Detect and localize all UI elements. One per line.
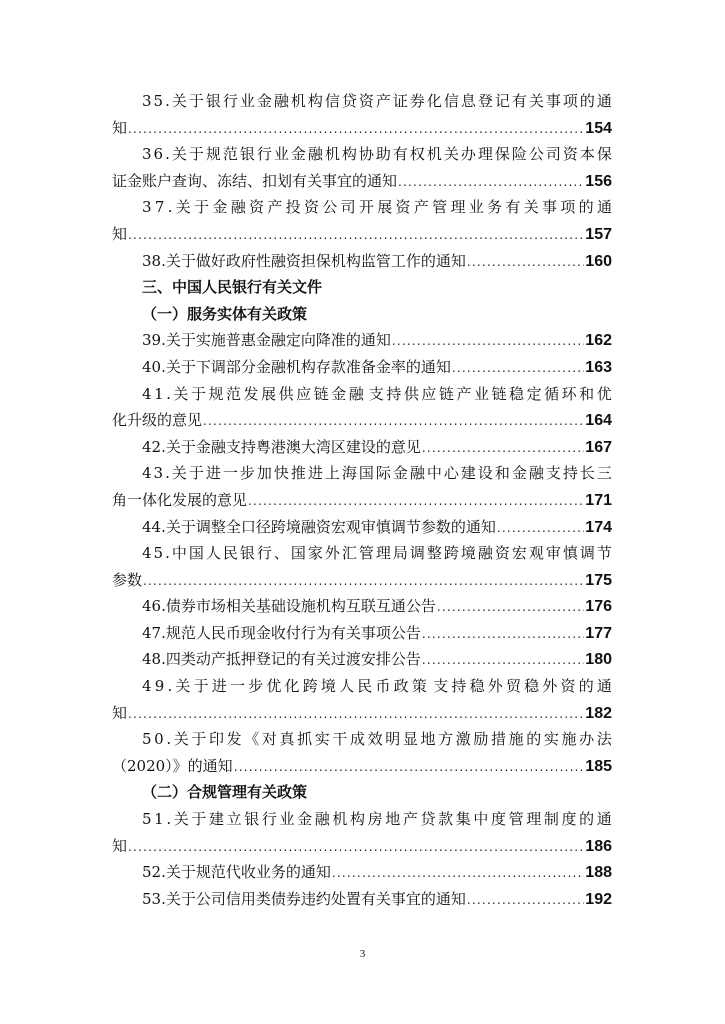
page-number: 3 (359, 948, 366, 960)
dot-leader (392, 328, 584, 354)
toc-entry-line: 3 6 . 关 于 规 范 银 行 业 金 融 机 构 协 助 有 权 机 关 办 理 保 险 公 司 资 本 保 (142, 145, 612, 164)
toc-page-number: 177 (585, 624, 612, 642)
toc-page-number: 164 (585, 412, 612, 430)
toc-entry-title: 参数 (112, 570, 143, 589)
toc-page-number: 163 (585, 358, 612, 376)
dot-leader (422, 647, 584, 673)
toc-entry-link[interactable] (112, 646, 612, 673)
section-heading: 三、中国人民银行有关文件 (142, 278, 323, 297)
toc-entry-title: 44.关于调整全口径跨境融资宏观审慎调节参数的通知 (142, 517, 496, 536)
subsection-heading: （二）合规管理有关政策 (142, 783, 308, 802)
toc-entry-title: 46.债券市场相关基础设施机构互联互通公告 (142, 597, 436, 616)
toc-entry-title: 知 (112, 224, 128, 243)
toc-entry-link[interactable] (112, 407, 612, 434)
toc-page-number: 171 (585, 491, 612, 509)
toc-page-number: 160 (585, 252, 612, 270)
toc-entry-title: 53.关于公司信用类债券违约处置有关事宜的通知 (142, 889, 466, 908)
dot-leader (398, 169, 584, 195)
toc-entry-line: 4 9 . 关 于 进 一 步 优 化 跨 境 人 民 币 政 策 支 持 稳 外 贸 稳 外 资 的 通 (142, 677, 612, 696)
toc-entry-title: 38.关于做好政府性融资担保机构监管工作的通知 (142, 251, 466, 270)
toc-page-number: 175 (585, 571, 612, 589)
toc-entry-title: 知 (112, 703, 128, 722)
dot-leader (128, 222, 584, 248)
toc-entry-title: 证金账户查询、冻结、扣划有关事宜的通知 (112, 171, 398, 190)
subsection-heading: （一）服务实体有关政策 (142, 304, 308, 323)
toc-entry-link[interactable] (112, 593, 612, 620)
dot-leader (143, 568, 584, 594)
toc-entry-title: 52.关于规范代收业务的通知 (142, 863, 331, 882)
toc-entry-link[interactable] (112, 327, 612, 354)
toc-entry-line: 3 5 . 关 于 银 行 业 金 融 机 构 信 贷 资 产 证 券 化 信 息 登 记 有 关 事 项 的 通 (142, 92, 612, 110)
toc-page-number: 176 (585, 598, 612, 616)
toc-entry-link[interactable] (112, 248, 612, 275)
toc-page-number: 154 (585, 119, 612, 137)
dot-leader (452, 355, 584, 381)
toc-page-number: 185 (585, 757, 612, 775)
toc-entry-link[interactable] (112, 567, 612, 594)
toc-page-number: 157 (585, 225, 612, 243)
toc-entry-link[interactable] (112, 700, 612, 727)
toc-page-number: 156 (585, 172, 612, 190)
toc-entry-link[interactable] (112, 514, 612, 541)
toc-entry-title: （2020）》的通知 (112, 756, 233, 775)
toc-entry-link[interactable] (112, 859, 612, 886)
toc-entry-link[interactable] (112, 221, 612, 248)
table-of-contents (112, 88, 612, 912)
toc-entry-line: 4 1 . 关 于 规 范 发 展 供 应 链 金 融 支 持 供 应 链 产 业 链 稳 定 循 环 和 优 (142, 384, 612, 403)
dot-leader (128, 116, 584, 142)
toc-page-number: 162 (585, 332, 612, 350)
toc-entry-title: 39.关于实施普惠金融定向降准的通知 (142, 331, 391, 350)
toc-entry-title: 48.四类动产抵押登记的有关过渡安排公告 (142, 650, 421, 669)
toc-entry-link[interactable] (112, 168, 612, 195)
dot-leader (128, 834, 584, 860)
toc-entry-link[interactable] (112, 886, 612, 913)
toc-page-number: 174 (585, 518, 612, 536)
dot-leader (128, 701, 584, 727)
toc-entry-title: 知 (112, 836, 128, 855)
toc-entry-link[interactable] (112, 753, 612, 780)
toc-page-number: 182 (585, 704, 612, 722)
toc-entry-title: 42.关于金融支持粤港澳大湾区建设的意见 (142, 437, 421, 456)
toc-entry-link[interactable] (112, 354, 612, 381)
dot-leader (437, 594, 584, 620)
dot-leader (203, 408, 584, 434)
dot-leader (248, 488, 584, 514)
dot-leader (332, 860, 584, 886)
toc-entry-title: 知 (112, 118, 128, 137)
toc-entry-title: 角一体化发展的意见 (112, 490, 248, 509)
dot-leader (234, 754, 585, 780)
toc-entry-line: 5 1 . 关 于 建 立 银 行 业 金 融 机 构 房 地 产 贷 款 集 中 度 管 理 制 度 的 通 (142, 810, 612, 829)
toc-entry-link[interactable] (112, 115, 612, 142)
toc-page-number: 188 (585, 864, 612, 882)
toc-entry-line: 4 3 . 关 于 进 一 步 加 快 推 进 上 海 国 际 金 融 中 心 建 设 和 金 融 支 持 长 三 (142, 464, 612, 483)
dot-leader (422, 621, 584, 647)
toc-entry-line: 3 7 . 关 于 金 融 资 产 投 资 公 司 开 展 资 产 管 理 业 务 有 关 事 项 的 通 (142, 198, 612, 217)
toc-entry-title: 化升级的意见 (112, 411, 203, 430)
dot-leader (422, 435, 584, 461)
toc-entry-title: 40.关于下调部分金融机构存款准备金率的通知 (142, 357, 451, 376)
toc-entry-link[interactable] (112, 620, 612, 647)
toc-page-number: 192 (585, 890, 612, 908)
dot-leader (467, 249, 584, 275)
toc-page-number: 186 (585, 837, 612, 855)
toc-entry-link[interactable] (112, 487, 612, 514)
toc-entry-line: 4 5 . 中 国 人 民 银 行 、 国 家 外 汇 管 理 局 调 整 跨 境 融 资 宏 观 审 慎 调 节 (142, 544, 612, 563)
toc-entry-link[interactable] (112, 434, 612, 461)
dot-leader (467, 887, 584, 913)
toc-entry-link[interactable] (112, 833, 612, 860)
toc-entry-title: 47.规范人民币现金收付行为有关事项公告 (142, 623, 421, 642)
toc-entry-line: 5 0 . 关 于 印 发 《 对 真 抓 实 干 成 效 明 显 地 方 激 励 措 施 的 实 施 办 法 (142, 730, 612, 749)
dot-leader (497, 515, 584, 541)
toc-page-number: 180 (585, 651, 612, 669)
toc-page-number: 167 (585, 438, 612, 456)
